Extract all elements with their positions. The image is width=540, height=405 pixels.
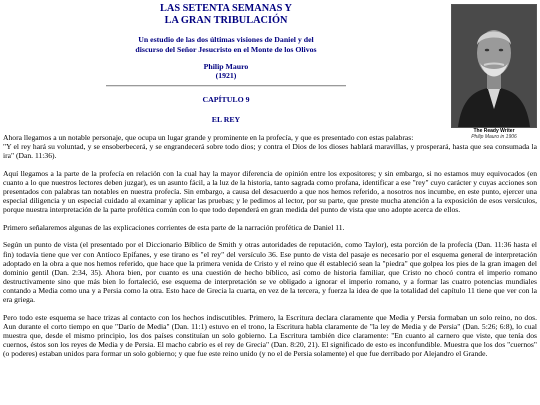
paragraph-body: Primero señalaremos algunas de las explicaciones corrientes de esta parte de la narración profética de Daniel 11. — [3, 222, 345, 232]
horizontal-divider — [106, 85, 346, 87]
chapter-number: CAPÍTULO 9 — [202, 95, 250, 105]
document-title — [0, 3, 452, 27]
subtitle-line-2: discurso del Señor Jesucristo en el Monte de los Olivos — [135, 44, 317, 54]
paragraph-body: Según un punto de vista (el presentado por el Diccionario Bíblico de Smith y otras autoridades de reputación, como Taylor), esta porción de la profecía (Dan. 11:36 hasta el fin) todavía tiene que ver con Antíoco Epífanes, y ese tirano es "el rey" del versículo 36. Ese punto de vista del pasaje es necesario por el esquema general de interpretación adoptado en la obra a que nos hemos referido, que hace que la primera venida de Cristo y el reino que él estableció sean la "piedra" que golpea los pies de la gran imagen del dominio gentil (Dan. 2:34, 35). Ahora bien, por cuanto es una cuestión de hecho bíblico, así como de historia familiar, que Cristo no chocó contra el imperio romano destructivamente sino que más bien lo fortaleció, ese esquema de interpretación se ve obligado a ignorar el imperio romano, y a formar las cuatro potencias mundiales contando a Media como una y a Persia como la otra. Esto hace de Grecia la cuarta, en vez de la tercera, y fuerza la idea de que la totalidad del capítulo 11 tiene que ver con la era griega. — [3, 240, 537, 305]
author-name: Philip Mauro — [203, 61, 249, 71]
caption-subtitle: Philip Mauro in 1906 — [471, 134, 517, 140]
author-portrait-image — [451, 4, 537, 128]
author-photo-figure — [451, 4, 537, 140]
paragraph-body: Aquí llegamos a la parte de la profecía en relación con la cual hay la mayor diferencia de opinión entre los expositores; y sin embargo, si no estamos muy equivocados (en cuanto a lo que nuestros lectores deben juzgar), es un asunto fácil, a la luz de la historia, tanto sagrada como profana, identificar a ese "rey" cuyo carácter y cuyas acciones son presentados con palabras tan notables en nuestra profecía. Sin embargo, a causa del desacuerdo a que nos hemos referido, a nosotros nos incumbe, en este punto, ejercer una especial diligencia y un especial cuidado al examinar y aplicar las pruebas; y le pedimos al lector, por su parte, que preste mucha atención a la exposición de esos versículos, porque nuestra interpretación de la parte profética común con lo que todo dependerá en gran medida del punto de vista que uno adopte acerca de ellos. — [3, 168, 537, 215]
paragraph-quote: "Y el rey hará su voluntad, y se ensoberbecerá, y se engrandecerá sobre todo dios; y contra el Dios de los dioses hablará maravillas, y prosperará, hasta que sea consumada la ira" (Dan. 11:36). — [3, 142, 537, 161]
author-block — [0, 62, 452, 82]
paragraph-intro: Ahora llegamos a un notable personaje, que ocupa un lugar grande y prominente en la profecía, y que es presentado con estas palabras: — [3, 133, 414, 142]
caption-title: The Ready Writer — [473, 128, 515, 134]
document-header — [0, 3, 452, 124]
paragraph-body: Pero todo este esquema se hace trizas al contacto con los hechos indiscutibles. Primero, la Escritura declara claramente que Media y Persia formaban un solo reino, no dos. Aun durante el corto tiempo en que "Darío de Media" (Dan. 11:1) estuvo en el trono, la Escritura habla claramente de "la ley de Media y de Persia" (Dan. 5:26; 6:8), lo cual muestra que, desde el mismo principio, los dos países constituían un solo gobierno. La Escritura también dice claramente: "En cuanto al carnero que viste, que tenía dos cuernos, éstos son los reyes de Media y de Persia. El macho cabrío es el rey de Grecia" (Dan. 8:20, 21). El significado de esto es inconfundible. Muestra que los dos "cuernos" (o poderes) estaban unidos para formar un solo gobierno; y que fue este reino unido (y no el de Persia solamente) el que fue derribado por Alejandro el Grande. — [3, 312, 537, 359]
chapter-title: EL REY — [211, 114, 241, 124]
title-line-1: LAS SETENTA SEMANAS Y — [160, 3, 292, 14]
subtitle-line-1: Un estudio de las dos últimas visiones de Daniel y del — [138, 35, 314, 44]
portrait-illustration — [452, 5, 536, 127]
document-subtitle — [0, 35, 452, 55]
document-body — [3, 133, 537, 367]
publication-year: (1921) — [215, 71, 237, 81]
title-line-2: LA GRAN TRIBULACIÓN — [164, 15, 288, 26]
